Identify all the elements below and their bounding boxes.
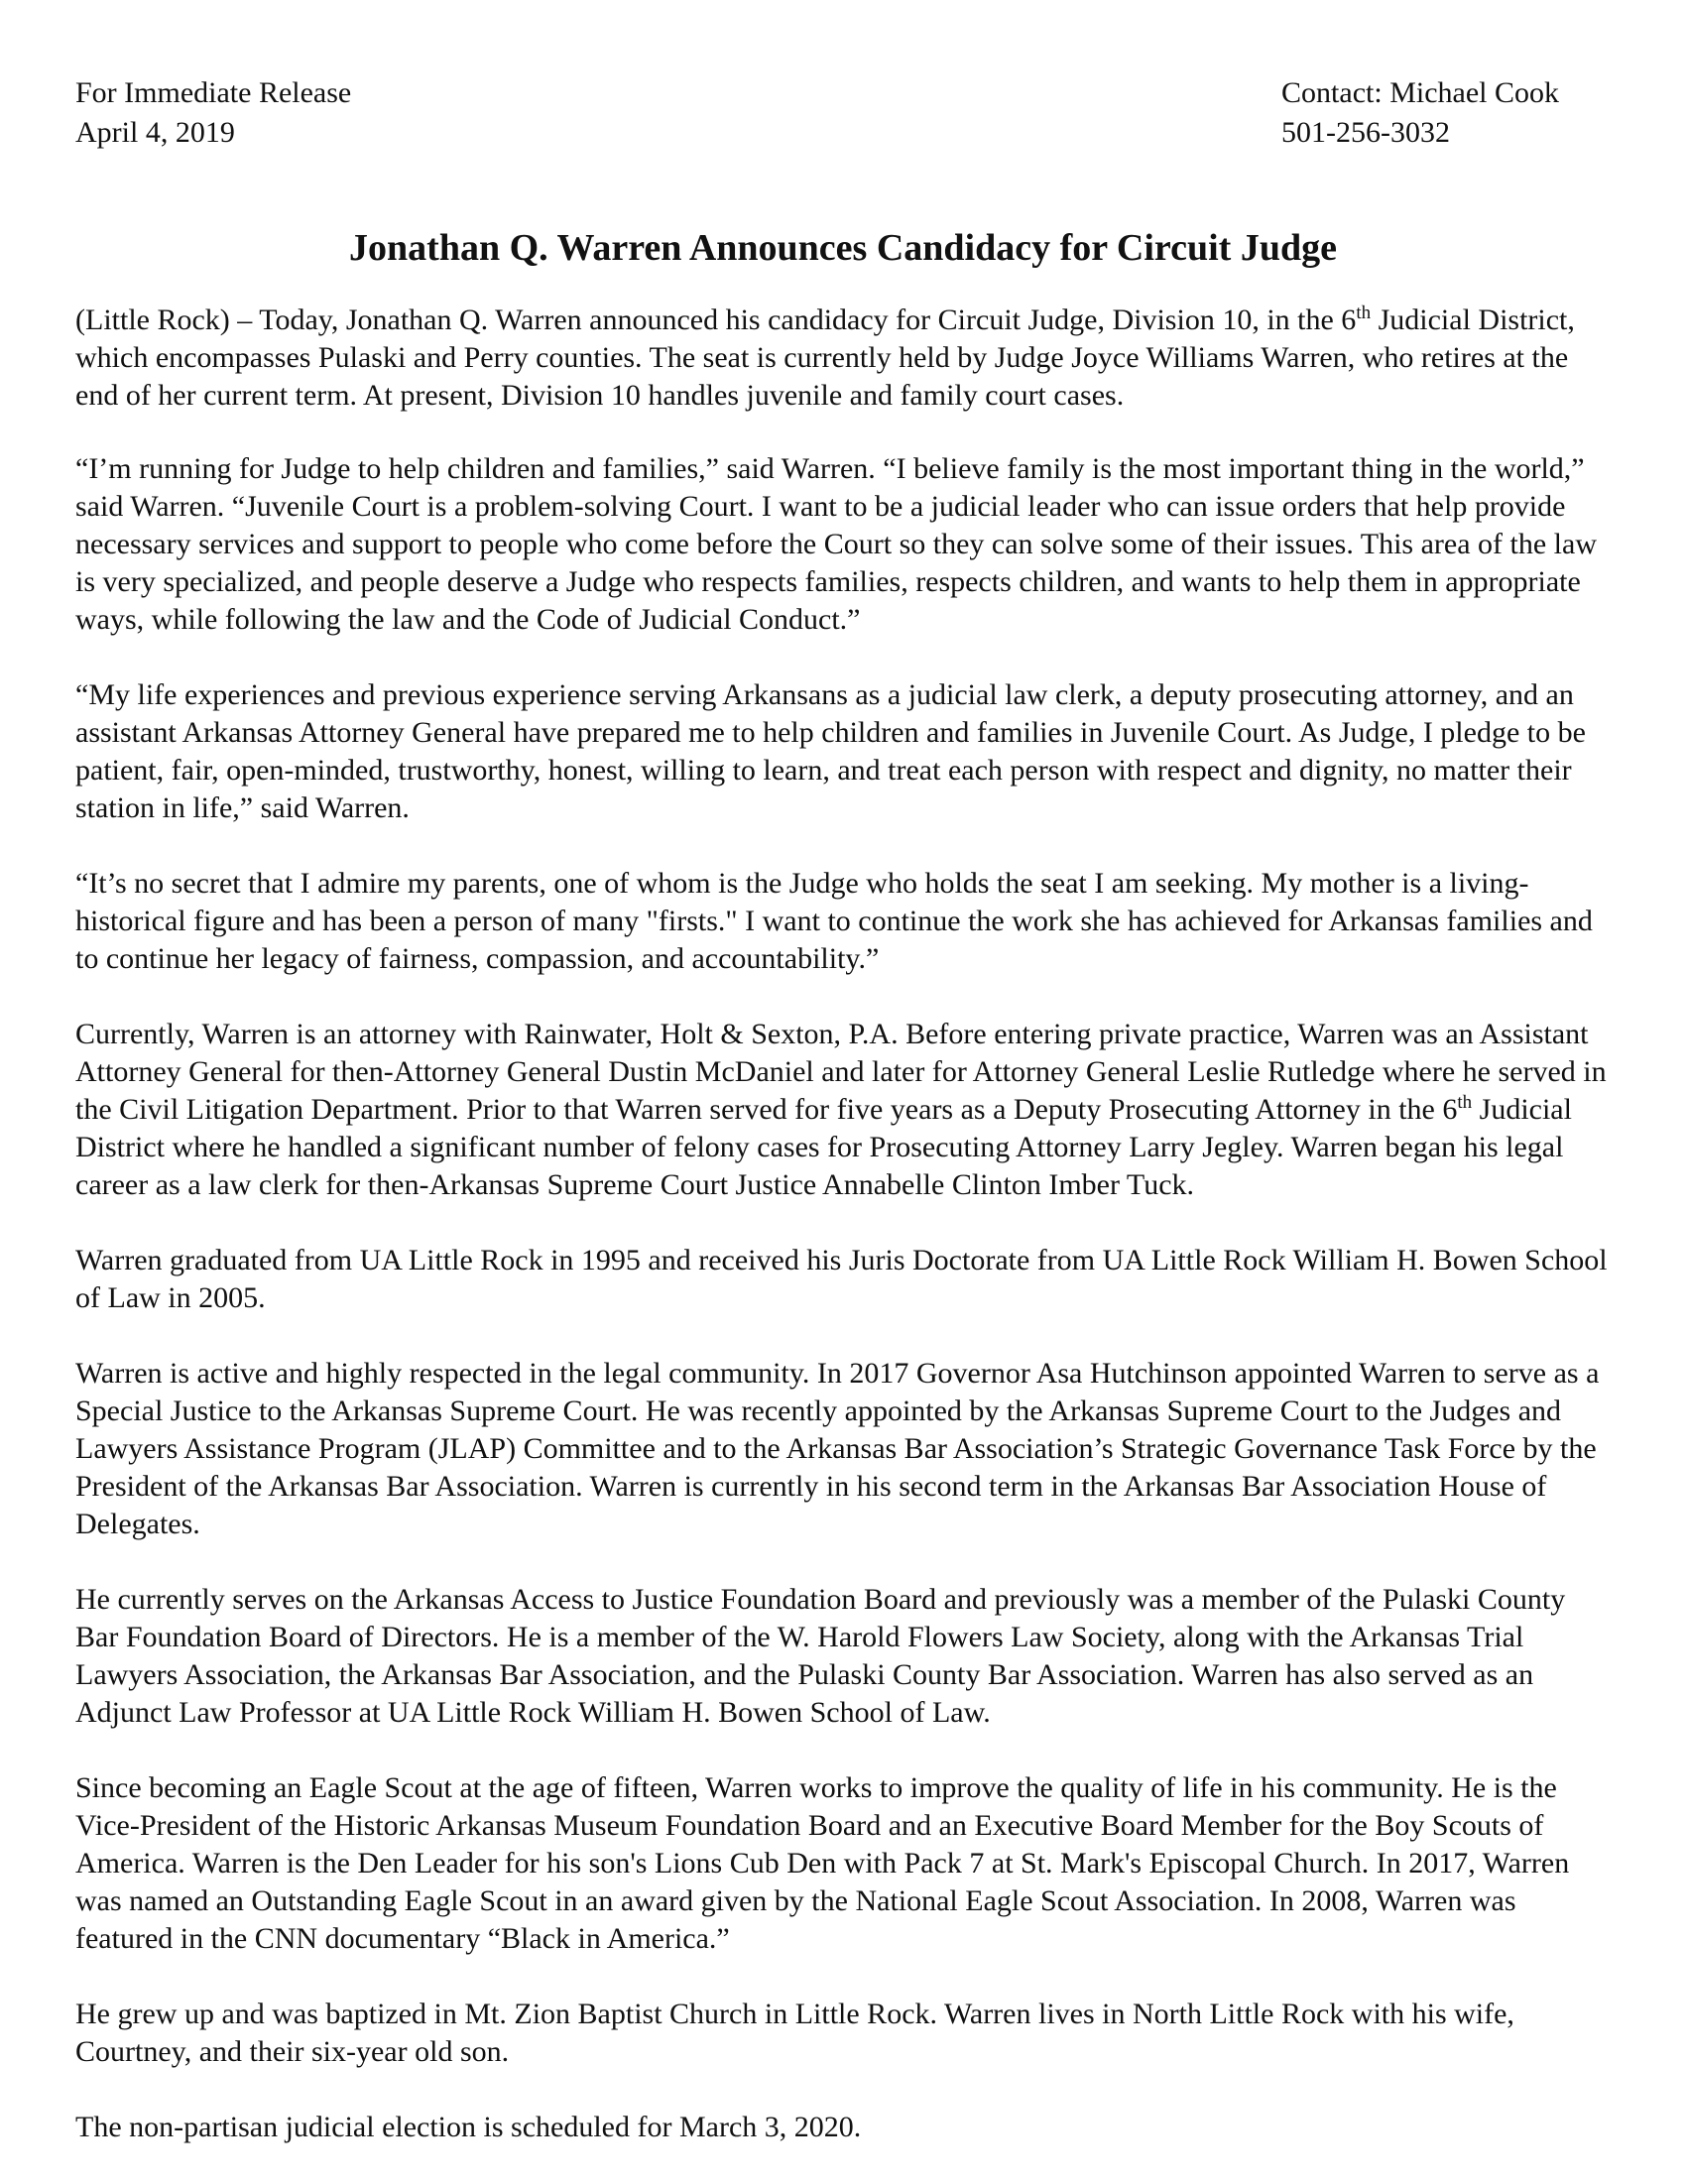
release-date: April 4, 2019 bbox=[75, 116, 235, 149]
paragraph-quote-parents: “It’s no secret that I admire my parents, one of whom is the Judge who holds the seat I am seeking. My mother is a living-historical figure and has been a person of many "firsts." I want to continue the work she has achieved for Arkansas families and to continue her legacy of fairness, compassion, and accountability.” bbox=[75, 867, 1593, 975]
paragraph-announcement-text-a: (Little Rock) – Today, Jonathan Q. Warren announced his candidacy for Circuit Judge, Division 10, in the 6 bbox=[75, 303, 1357, 336]
ordinal-suffix: th bbox=[1356, 303, 1372, 323]
release-label: For Immediate Release bbox=[75, 76, 352, 109]
release-info bbox=[75, 73, 351, 153]
ordinal-suffix: th bbox=[1457, 1092, 1473, 1113]
paragraph-legal-community: Warren is active and highly respected in the legal community. In 2017 Governor Asa Hutchinson appointed Warren to serve as a Special Justice to the Arkansas Supreme Court. He was recently appointed by the Arkansas Supreme Court to the Judges and Lawyers Assistance Program (JLAP) Committee and to the Arkansas Bar Association’s Strategic Governance Task Force by the President of the Arkansas Bar Association. Warren is currently in his second term in the Arkansas Bar Association House of Delegates. bbox=[75, 1357, 1600, 1540]
contact-name: Contact: Michael Cook bbox=[1281, 76, 1559, 109]
paragraph-announcement bbox=[75, 302, 1611, 415]
paragraph-community: Since becoming an Eagle Scout at the age of fifteen, Warren works to improve the quality of life in his community. He is the Vice-President of the Historic Arkansas Museum Foundation Board and an Executive Board Member for the Boy Scouts of America. Warren is the Den Leader for his son's Lions Cub Den with Pack 7 at St. Mark's Episcopal Church. In 2017, Warren was named an Outstanding Eagle Scout in an award given by the National Eagle Scout Association. In 2008, Warren was featured in the CNN documentary “Black in America.” bbox=[75, 1771, 1570, 1955]
press-release-page bbox=[75, 73, 1611, 2184]
release-header bbox=[75, 73, 1611, 153]
paragraph-announcement-text-b: Judicial District, which encompasses Pulaski and Perry counties. The seat is currently held by Judge Joyce Williams Warren, who retires at the end of her current term. At present, Division 10 handles juvenile and family court cases. bbox=[75, 303, 1575, 412]
headline: Jonathan Q. Warren Announces Candidacy for Circuit Judge bbox=[349, 227, 1337, 269]
paragraph-quote-families: “I’m running for Judge to help children and families,” said Warren. “I believe family is the most important thing in the world,” said Warren. “Juvenile Court is a problem-solving Court. I want to be a judicial leader who can issue orders that help provide necessary services and support to people who come before the Court so they can solve some of their issues. This area of the law is very specialized, and people deserve a Judge who respects families, respects children, and wants to help them in appropriate ways, while following the law and the Code of Judicial Conduct.” bbox=[75, 452, 1597, 636]
contact-phone: 501-256-3032 bbox=[1281, 116, 1451, 149]
paragraph-quote-experience: “My life experiences and previous experience serving Arkansans as a judicial law clerk, a deputy prosecuting attorney, and an assistant Arkansas Attorney General have prepared me to help children and families in Juvenile Court. As Judge, I pledge to be patient, fair, open-minded, trustworthy, honest, willing to learn, and treat each person with respect and dignity, no matter their station in life,” said Warren. bbox=[75, 678, 1586, 824]
contact-info bbox=[1281, 73, 1559, 153]
paragraph-career bbox=[75, 1016, 1611, 1204]
paragraph-boards: He currently serves on the Arkansas Access to Justice Foundation Board and previously was a member of the Pulaski County Bar Foundation Board of Directors. He is a member of the W. Harold Flowers Law Society, along with the Arkansas Trial Lawyers Association, the Arkansas Bar Association, and the Pulaski County Bar Association. Warren has also served as an Adjunct Law Professor at UA Little Rock William H. Bowen School of Law. bbox=[75, 1583, 1566, 1729]
paragraph-career-text-b: Judicial District where he handled a significant number of felony cases for Prosecuting Attorney Larry Jegley. Warren began his legal career as a law clerk for then-Arkansas Supreme Court Justice Annabelle Clinton Imber Tuck. bbox=[75, 1093, 1572, 1201]
paragraph-personal: He grew up and was baptized in Mt. Zion Baptist Church in Little Rock. Warren lives in North Little Rock with his wife, Courtney, and their six-year old son. bbox=[75, 1998, 1514, 2068]
paragraph-election: The non-partisan judicial election is scheduled for March 3, 2020. bbox=[75, 2111, 862, 2143]
paragraph-education: Warren graduated from UA Little Rock in 1995 and received his Juris Doctorate from UA Little Rock William H. Bowen School of Law in 2005. bbox=[75, 1244, 1608, 1314]
paragraph-career-text-a: Currently, Warren is an attorney with Rainwater, Holt & Sexton, P.A. Before entering private practice, Warren was an Assistant Attorney General for then-Attorney General Dustin McDaniel and later for Attorney General Leslie Rutledge where he served in the Civil Litigation Department. Prior to that Warren served for five years as a Deputy Prosecuting Attorney in the 6 bbox=[75, 1018, 1607, 1126]
